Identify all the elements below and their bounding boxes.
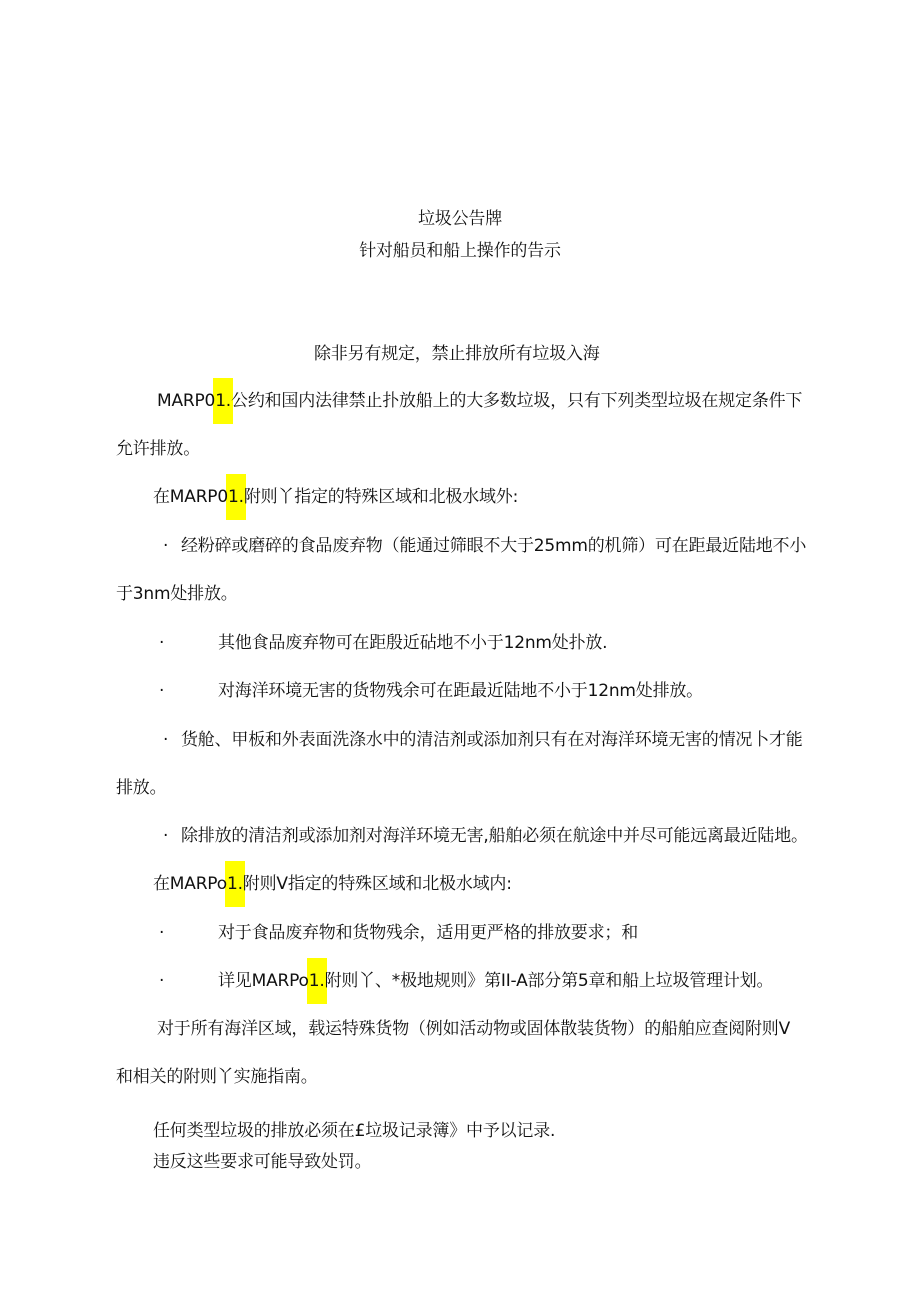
bullet-dot: · (163, 730, 169, 750)
text: 公约和国内法律禁止扑放船上的大多数垃圾，只有下列类型垃圾在规定条件下 (231, 391, 803, 411)
bullet-dot: · (159, 971, 165, 991)
text: 在MARPo (153, 874, 227, 894)
title-line-2: 针对船员和船上操作的告示 (359, 241, 561, 261)
bullet-dot: · (159, 681, 165, 701)
highlight: 1. (308, 971, 325, 991)
paragraph-3 (153, 873, 512, 895)
paragraph-6: 违反这些要求可能导致处罚。 (153, 1152, 372, 1172)
bullet-dot: · (163, 536, 169, 556)
bullet-4-line-1: 货舱、甲板和外表面洗涤水中的清洁剂或添加剂只有在对海洋环境无害的情况卜才能 (181, 730, 803, 750)
title-line-1: 垃圾公告牌 (418, 209, 502, 229)
bullet-1-line-1: 经粉碎或磨碎的食品废弃物（能通过筛眼不大于25mm的机筛）可在距最近陆地不小 (181, 536, 807, 556)
bullet-5: 除排放的清洁剂或添加剂对海洋环境无害,船舶必须在航途中并尽可能远离最近陆地。 (181, 826, 808, 846)
text: 附则V指定的特殊区域和北极水域内: (242, 874, 512, 894)
bullet-dot: · (159, 923, 165, 943)
text: 在MARP0 (153, 487, 228, 507)
bullet-dot: · (163, 826, 169, 846)
text: 详见MARPo (218, 971, 309, 991)
bullet-6: 对于食品废弃物和货物残余，适用更严格的排放要求；和 (218, 923, 638, 943)
highlight: 1. (226, 874, 243, 894)
highlight: 1. (215, 391, 232, 411)
bullet-1-line-2: 于3nm处排放。 (116, 584, 238, 604)
paragraph-1-line-2: 允许排放。 (116, 439, 200, 459)
paragraph-2 (153, 486, 518, 508)
highlight: 1. (227, 487, 244, 507)
bullet-dot: · (159, 633, 165, 653)
section-heading: 除非另有规定，禁止排放所有垃圾入海 (314, 344, 600, 364)
bullet-2: 其他食品废弃物可在距殷近砧地不小于12nm处扑放. (218, 633, 608, 653)
paragraph-4-line-1: 对于所有海洋区域，载运特殊货物（例如活动物或固体散装货物）的船舶应查阅附则V (157, 1019, 791, 1039)
text: MARP0 (157, 391, 216, 411)
text: 附则丫指定的特殊区域和北极水域外: (243, 487, 519, 507)
text: 附则丫、*极地规则》第II-A部分第5章和船上垃圾管理计划。 (324, 971, 774, 991)
bullet-7 (218, 970, 773, 992)
paragraph-5: 任何类型垃圾的排放必须在£垃圾记录簿》中予以记录. (153, 1121, 556, 1141)
paragraph-4-line-2: 和相关的附则丫实施指南。 (116, 1067, 318, 1087)
bullet-4-line-2: 排放。 (116, 778, 167, 798)
bullet-3: 对海洋环境无害的货物残余可在距最近陆地不小于12nm处排放。 (218, 681, 703, 701)
paragraph-1-line-1 (157, 390, 802, 412)
